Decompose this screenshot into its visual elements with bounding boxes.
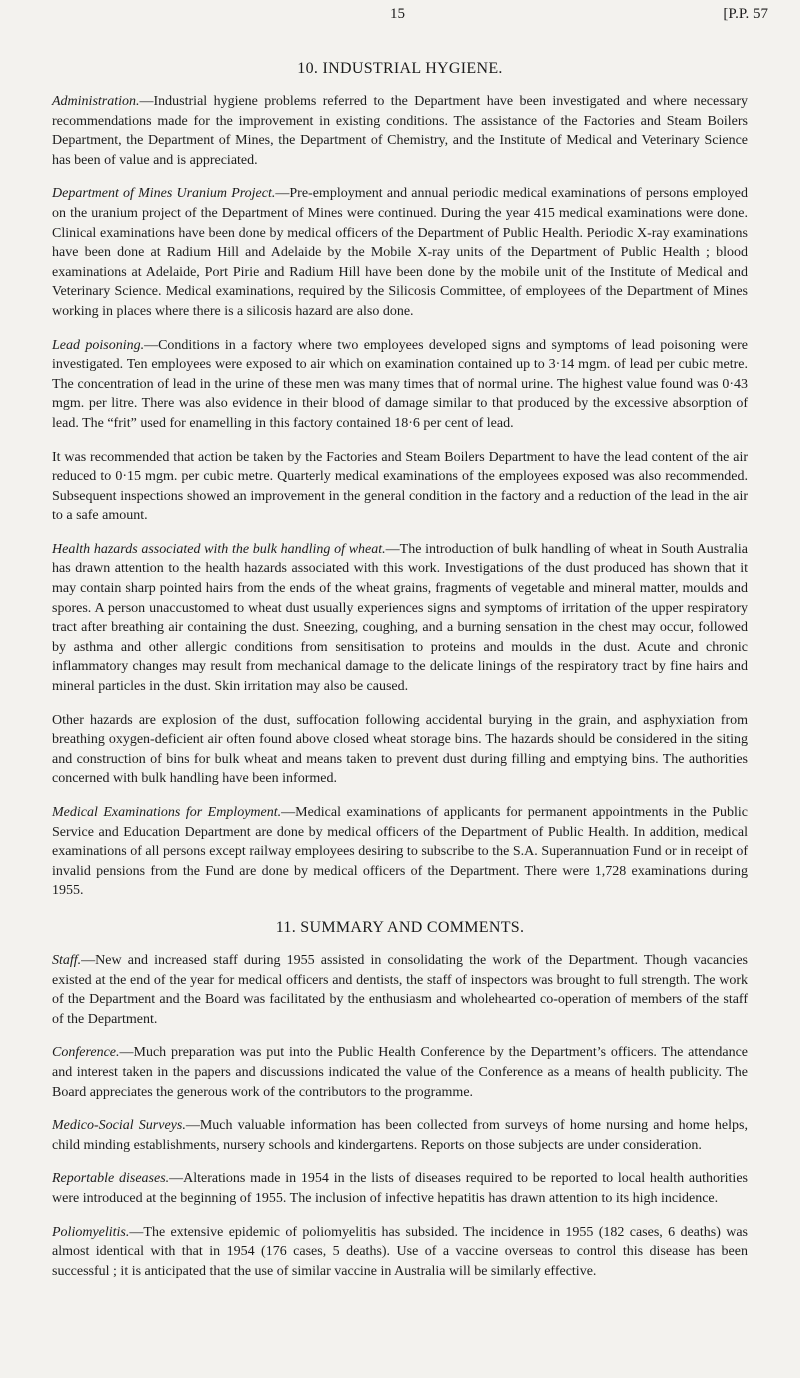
section-heading-industrial-hygiene: 10. INDUSTRIAL HYGIENE. xyxy=(297,60,503,77)
paragraph-medical-examinations xyxy=(52,803,748,901)
paragraph-lead: Medico-Social Surveys. xyxy=(52,1118,186,1134)
page-header xyxy=(0,6,800,26)
paragraph-lead: Reportable diseases. xyxy=(52,1171,170,1187)
paragraph-conference xyxy=(52,1043,748,1102)
paragraph-poliomyelitis xyxy=(52,1223,748,1282)
paragraph-reportable-diseases xyxy=(52,1169,748,1208)
paragraph-text: —Much preparation was put into the Public Health Conference by the Department’s officers. The attendance and interest taken in the papers and discussions indicated the value of the Conference as a means of health publicity. The Board appreciates the generous work of the contributors to the programme. xyxy=(52,1045,748,1100)
paragraph-administration xyxy=(52,92,748,170)
paragraph-other-hazards xyxy=(52,711,748,789)
paragraph-uranium-project xyxy=(52,184,748,321)
paragraph-text: —Much valuable information has been collected from surveys of home nursing and home helps, child minding establishments, nursery schools and kindergartens. Reports on those subjects are under consideration. xyxy=(52,1118,748,1153)
paragraph-text: —Conditions in a factory where two employees developed signs and symptoms of lead poisoning were investigated. Ten employees were exposed to air which on examination contained up to 3·14 mgm. of lead per cubic metre. The concentration of lead in the urine of these men was many times that of normal urine. The highest value found was 0·43 mgm. per litre. There was also evidence in their blood of damage similar to that produced by the excessive absorption of lead. The “frit” used for enamelling in this factory contained 18·6 per cent of lead. xyxy=(52,337,748,431)
paragraph-text: —Industrial hygiene problems referred to the Department have been investigated and where necessary recommendations made for the improvement in existing conditions. The assistance of the Factories and Steam Boilers Department, the Department of Mines, the Department of Chemistry, and the Institute of Medical and Veterinary Science has been of value and is appreciated. xyxy=(52,94,748,168)
paragraph-text: Other hazards are explosion of the dust, suffocation following accidental burying in the grain, and asphyxiation from breathing oxygen-deficient air often found above closed wheat storage bins. The hazards should be considered in the siting and construction of bins for bulk wheat and means taken to prevent dust during filling and emptying bins. The authorities concerned with bulk handling have been informed. xyxy=(52,712,748,787)
paragraph-text: —Pre-employment and annual periodic medical examinations of persons employed on the uranium project of the Department of Mines were continued. During the year 415 medical examinations were done. Clinical examinations have been done by medical officers of the Department of Public Health. Periodic X-ray examinations have been done at Radium Hill and Adelaide by the Mobile X-ray units of the Department of Public Health ; blood examinations at Adelaide, Port Pirie and Radium Hill have been done by the mobile unit of the Institute of Medical and Veterinary Science. Medical examinations, required by the Silicosis Committee, of employees of the Department of Mines working in places where there is a silicosis hazard are also done. xyxy=(52,186,749,319)
paragraph-lead: Poliomyelitis. xyxy=(52,1224,130,1240)
paragraph-text: —Alterations made in 1954 in the lists of diseases required to be reported to local health authorities were introduced at the beginning of 1955. The inclusion of infective hepatitis has drawn attention to its high incidence. xyxy=(52,1171,748,1206)
paragraph-lead: Lead poisoning. xyxy=(52,337,145,353)
paragraph-lead: Medical Examinations for Employment. xyxy=(52,805,282,820)
paragraph-text: —The introduction of bulk handling of wheat in South Australia has drawn attention to the health hazards associated with this work. Investigations of the dust produced has shown that it may contain sharp pointed hairs from the ends of the wheat grains, fragments of vegetable and mineral matter, moulds and spores. A person unaccustomed to wheat dust usually experiences signs and symptoms of irritation of the upper respiratory tract after breathing air containing the dust. Sneezing, coughing, and a burning sensation in the chest may occur, followed by asthma and other allergic conditions from sensitisation to proteins and moulds in the dust. Acute and chronic inflammatory changes may result from mechanical damage to the delicate linings of the respiratory tract by fine hairs and mineral particles in the dust. Skin irritation may also be caused. xyxy=(52,541,748,695)
paragraph-text: —The extensive epidemic of poliomyelitis has subsided. The incidence in 1955 (182 cases, 6 deaths) was almost identical with that in 1954 (176 cases, 5 deaths). Use of a vaccine overseas to control this disease has been successful ; it is anticipated that the use of similar vaccine in Australia will be similarly effective. xyxy=(52,1224,748,1279)
paragraph-lead: Staff. xyxy=(52,952,82,968)
document-body xyxy=(52,60,748,1295)
page-number: 15 xyxy=(390,6,405,22)
paragraph-staff xyxy=(52,951,748,1029)
paragraph-lead: Department of Mines Uranium Project. xyxy=(52,186,276,202)
paragraph-wheat-hazards xyxy=(52,540,748,697)
paragraph-lead: Health hazards associated with the bulk handling of wheat. xyxy=(52,541,386,557)
section-heading-summary: 11. SUMMARY AND COMMENTS. xyxy=(275,918,525,936)
paragraph-text: —New and increased staff during 1955 assisted in consolidating the work of the Department. Though vacancies existed at the end of the year for medical officers and dentists, the staff of inspectors was brought to full strength. The work of the Department and the Board was facilitated by the enthusiasm and wholehearted co-operation of members of the staff of the Department. xyxy=(52,952,748,1027)
paper-reference: [P.P. 57 xyxy=(723,6,768,22)
paragraph-lead: Administration. xyxy=(52,94,140,109)
paragraph-medico-social-surveys xyxy=(52,1116,748,1155)
paragraph-lead-recommendation xyxy=(52,448,748,526)
paragraph-text: —Medical examinations of applicants for permanent appointments in the Public Service and Education Department are done by medical officers of the Department of Public Health. In addition, medical examinations of all persons except railway employees desiring to subscribe to the S.A. Superannuation Fund or in receipt of invalid pensions from the Fund are done by medical officers of the Department. There were 1,728 examinations during 1955. xyxy=(52,805,748,899)
paragraph-lead-poisoning xyxy=(52,336,748,434)
paragraph-lead: Conference. xyxy=(52,1045,120,1061)
paragraph-text: It was recommended that action be taken by the Factories and Steam Boilers Department to have the lead content of the air reduced to 0·15 mgm. per cubic metre. Quarterly medical examinations of the employees exposed was also recommended. Subsequent inspections showed an improvement in the general condition in the factory and a reduction of the lead in the air to a safe amount. xyxy=(52,449,748,524)
